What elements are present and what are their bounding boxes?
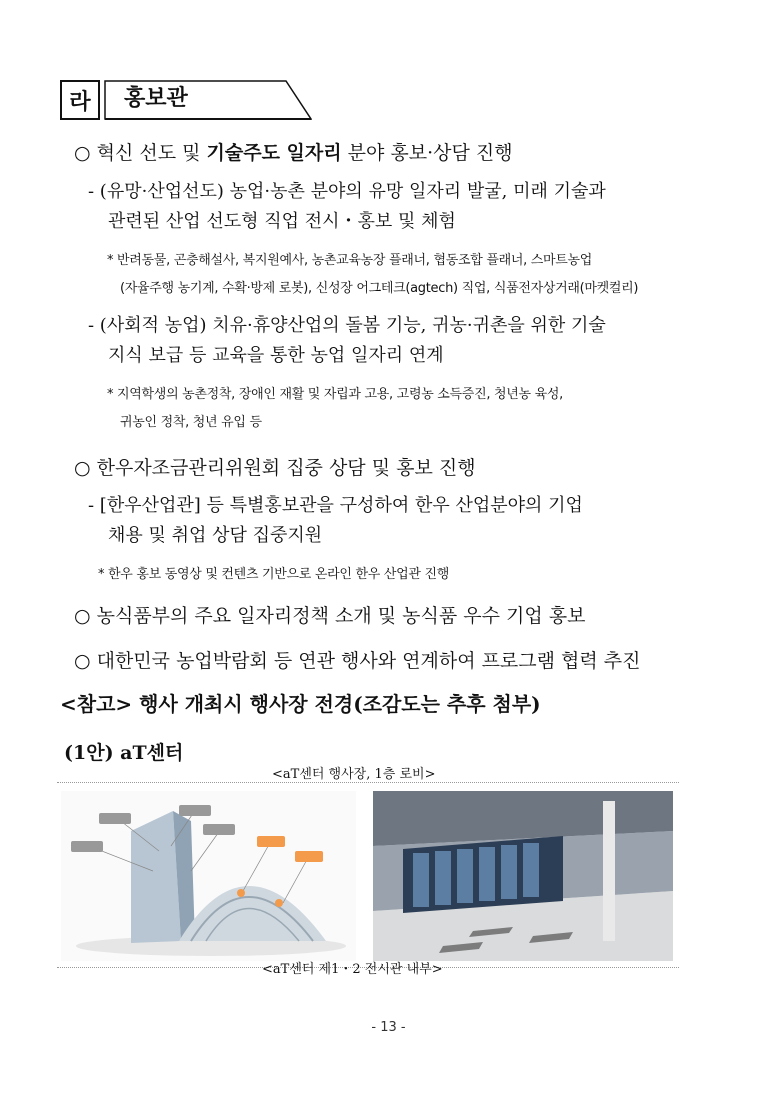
exhibition-hall-photo (373, 791, 673, 961)
item-1-prefix: 혁신 선도 및 (96, 142, 207, 164)
item-1-note-1-line-1: * 반려동물, 곤충해설사, 복지원예사, 농촌교육농장 플래너, 협동조합 플래너, 스마트농업 (107, 253, 593, 268)
item-1 (74, 140, 513, 166)
bullet: ○ (74, 142, 91, 164)
section-title: 홍보관 (124, 86, 188, 111)
item-1-note-2-line-2: 귀농인 정착, 청년 유입 등 (120, 415, 262, 430)
building-illustration (61, 791, 356, 961)
item-1-note-1-line-2: (자율주행 농기계, 수확·방제 로봇), 신성장 어그테크(agtech) 직업, 식품전자상거래(마켓컬리) (120, 281, 639, 296)
item-3: ○ 농식품부의 주요 일자리정책 소개 및 농식품 우수 기업 홍보 (74, 605, 586, 627)
item-1-sub-2-line-2: 지식 보급 등 교육을 통한 농업 일자리 연계 (108, 345, 444, 366)
section-marker: 라 (60, 80, 100, 120)
item-2-sub-line-1: - [한우산업관] 등 특별홍보관을 구성하여 한우 산업분야의 기업 (88, 495, 583, 516)
reference-title: <참고> 행사 개최시 행사장 전경(조감도는 추후 첨부) (60, 692, 541, 716)
item-1-note-2-line-1: * 지역학생의 농촌정착, 장애인 재활 및 자립과 고용, 고령농 소득증진, 청년농 육성, (107, 387, 563, 402)
item-4: ○ 대한민국 농업박람회 등 연관 행사와 연계하여 프로그램 협력 추진 (74, 650, 641, 672)
item-2: ○ 한우자조금관리위원회 집중 상담 및 홍보 진행 (74, 457, 476, 479)
photo-strip (57, 782, 679, 968)
item-1-sub-1-line-1: - (유망·산업선도) 농업·농촌 분야의 유망 일자리 발굴, 미래 기술과 (88, 181, 606, 202)
page-number: - 13 - (371, 1020, 406, 1035)
reference-option: (1안) aT센터 (64, 742, 184, 764)
caption-top: <aT센터 행사장, 1층 로비> (272, 767, 436, 782)
item-1-sub-1-line-2: 관련된 산업 선도형 직업 전시・홍보 및 체험 (108, 211, 456, 232)
item-2-note: * 한우 홍보 동영상 및 컨텐츠 기반으로 온라인 한우 산업관 진행 (98, 567, 449, 582)
item-1-bold: 기술주도 일자리 (206, 142, 342, 164)
caption-bottom: <aT센터 제1・2 전시관 내부> (262, 962, 443, 977)
item-1-sub-2-line-1: - (사회적 농업) 치유·휴양산업의 돌봄 기능, 귀농·귀촌을 위한 기술 (88, 315, 606, 336)
item-1-suffix: 분야 홍보·상담 진행 (341, 142, 513, 164)
item-2-sub-line-2: 채용 및 취업 상담 집중지원 (108, 525, 323, 546)
